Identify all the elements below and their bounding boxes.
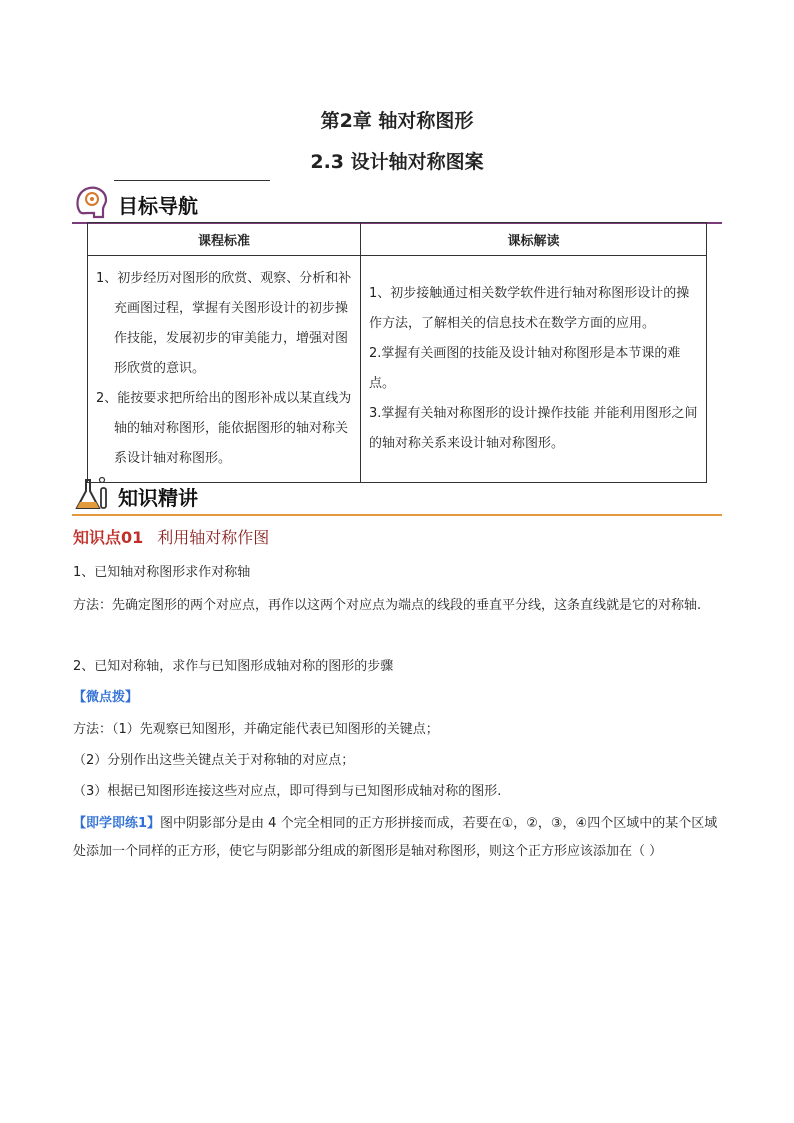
paragraph: 方法：先确定图形的两个对应点，再作以这两个对应点为端点的线段的垂直平分线，这条直线就是它的对称轴. [73,598,702,613]
goal-banner-label: 目标导航 [118,194,198,218]
goal-banner [72,180,722,224]
exercise-label: 【即学即练1】 [73,816,161,831]
knowledge-banner-line [72,514,722,516]
knowledge-point-heading [73,525,269,548]
interpretation-item: 2.掌握有关画图的技能及设计轴对称图形是本节课的难点。 [369,346,681,391]
paragraph: 2、已知对称轴，求作与已知图形成轴对称的图形的步骤 [73,659,394,674]
knowledge-banner-label: 知识精讲 [118,486,198,510]
interpretation-item: 3.掌握有关轴对称图形的设计操作技能 并能利用图形之间的轴对称关系来设计轴对称图形。 [369,406,698,451]
exercise [73,810,723,866]
knowledge-banner [72,472,722,516]
curriculum-table [87,222,707,483]
table-header-standard: 课程标准 [88,223,361,256]
table-header-interpretation: 课标解读 [361,223,707,256]
exercise-text: 图中阴影部分是由 4 个完全相同的正方形拼接而成，若要在①，②，③，④四个区域中的某个区域处添加一个同样的正方形，使它与阴影部分组成的新图形是轴对称图形，则这个正方形应该添加在（ ） [73,816,718,859]
knowledge-point-title: 利用轴对称作图 [157,528,270,547]
section-title: 2.3 设计轴对称图案 [310,151,484,173]
banner-overline [114,180,270,181]
paragraph: 方法：（1）先观察已知图形，并确定能代表已知图形的关键点； [73,722,439,737]
table-cell-interpretation [361,256,707,483]
paragraph: （3）根据已知图形连接这些对应点，即可得到与已知图形成轴对称的图形. [73,784,502,799]
standard-item: 2、能按要求把所给出的图形补成以某直线为轴的轴对称图形，能依据图形的轴对称关系设计轴对称图形。 [96,391,352,466]
head-gear-icon [72,182,112,222]
knowledge-point-number: 知识点01 [73,528,144,547]
flask-icon [72,474,112,514]
table-cell-standard [88,256,361,483]
chapter-title: 第2章 轴对称图形 [320,110,474,132]
tip-label: 【微点拨】 [73,690,139,705]
paragraph: （2）分别作出这些关键点关于对称轴的对应点； [73,753,355,768]
standard-item: 1、初步经历对图形的欣赏、观察、分析和补充画图过程，掌握有关图形设计的初步操作技能，发展初步的审美能力，增强对图形欣赏的意识。 [96,271,352,376]
interpretation-item: 1、初步接触通过相关数学软件进行轴对称图形设计的操作方法，了解相关的信息技术在数学方面的应用。 [369,286,690,331]
paragraph: 1、已知轴对称图形求作对称轴 [73,565,251,580]
